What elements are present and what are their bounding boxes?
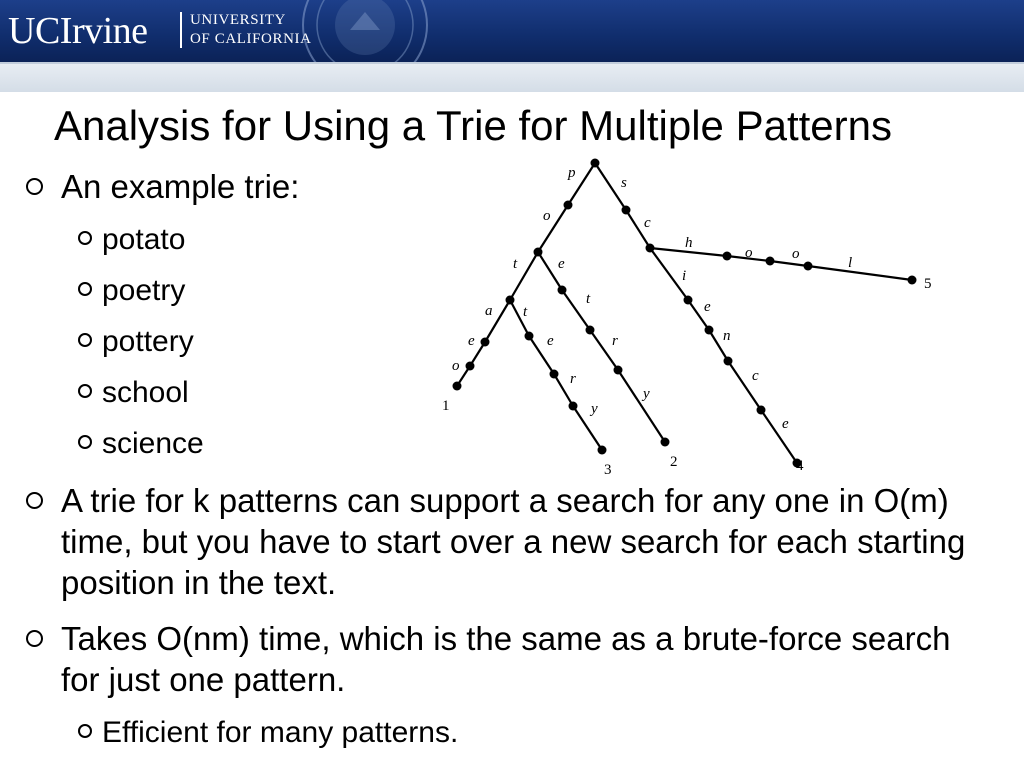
edge-label: s bbox=[621, 175, 627, 191]
edge-label: t bbox=[523, 304, 528, 320]
sub-bullet-efficient bbox=[78, 714, 458, 752]
edge bbox=[770, 261, 808, 266]
bullet-circle-icon bbox=[78, 384, 92, 398]
trie-node bbox=[569, 402, 578, 411]
edge-label: a bbox=[485, 303, 493, 319]
trie-node bbox=[591, 159, 600, 168]
trie-diagram bbox=[430, 150, 960, 480]
sub-bullet-school bbox=[78, 374, 189, 412]
leaf-label: 2 bbox=[670, 454, 678, 470]
edge-label: r bbox=[570, 371, 576, 387]
leaf-label: 4 bbox=[796, 458, 804, 474]
bullet-circle-icon bbox=[78, 724, 92, 738]
logo-separator bbox=[180, 12, 182, 48]
edge-label: t bbox=[586, 291, 591, 307]
trie-node bbox=[586, 326, 595, 335]
university-seal-icon bbox=[300, 0, 430, 62]
header-banner bbox=[0, 0, 1024, 62]
sub-bullet-text: science bbox=[102, 427, 204, 460]
trie-node bbox=[661, 438, 670, 447]
trie-node bbox=[614, 366, 623, 375]
university-of-california-wordmark bbox=[190, 11, 312, 49]
logo-line-1: UNIVERSITY bbox=[190, 12, 286, 28]
trie-node bbox=[908, 276, 917, 285]
slide-title: Analysis for Using a Trie for Multiple Patterns bbox=[54, 102, 892, 149]
sub-bullet-text: school bbox=[102, 376, 189, 409]
edge-label: o bbox=[792, 246, 800, 262]
trie-node bbox=[550, 370, 559, 379]
trie-node bbox=[466, 362, 475, 371]
bullet-text: An example trie: bbox=[61, 168, 300, 205]
sub-bullet-text: potato bbox=[102, 223, 186, 256]
edge-label: r bbox=[612, 333, 618, 349]
edge-label: e bbox=[704, 299, 711, 315]
logo-line-2: OF CALIFORNIA bbox=[190, 31, 312, 47]
edge-label: l bbox=[848, 255, 853, 271]
trie-node bbox=[724, 357, 733, 366]
bullet-circle-icon bbox=[78, 435, 92, 449]
edge-label: e bbox=[558, 256, 565, 272]
edge-label: e bbox=[782, 416, 789, 432]
edge-label: o bbox=[543, 208, 551, 224]
bullet-circle-icon bbox=[26, 492, 43, 509]
trie-node bbox=[453, 382, 462, 391]
bullet-circle-icon bbox=[78, 333, 92, 347]
edge bbox=[618, 370, 665, 442]
edge bbox=[761, 410, 797, 463]
trie-node bbox=[804, 262, 813, 271]
edge-label: c bbox=[644, 215, 651, 231]
trie-node bbox=[598, 446, 607, 455]
sub-bullet-text: Efficient for many patterns. bbox=[102, 716, 459, 749]
edge-label: h bbox=[685, 235, 693, 251]
ucirvine-logo: UCIrvine bbox=[8, 10, 148, 52]
bullet-trie-search bbox=[26, 480, 976, 603]
bullet-example-trie bbox=[26, 166, 299, 207]
bullet-onm-time bbox=[26, 618, 976, 700]
sub-bullet-science bbox=[78, 425, 204, 463]
bullet-circle-icon bbox=[78, 282, 92, 296]
edge-label: i bbox=[682, 268, 687, 284]
edge-label: e bbox=[468, 333, 475, 349]
edge-label: e bbox=[547, 333, 554, 349]
trie-node bbox=[525, 332, 534, 341]
leaf-label: 3 bbox=[604, 462, 612, 478]
edge-label: n bbox=[723, 328, 731, 344]
bullet-text: A trie for k patterns can support a search for any one in O(m) time, but you have to start over a new search for each starting position in the text. bbox=[61, 482, 966, 601]
edge-label: t bbox=[513, 256, 518, 272]
trie-node bbox=[684, 296, 693, 305]
bullet-circle-icon bbox=[26, 630, 43, 647]
trie-node bbox=[757, 406, 766, 415]
bullet-circle-icon bbox=[26, 178, 43, 195]
trie-node bbox=[534, 248, 543, 257]
trie-node bbox=[558, 286, 567, 295]
trie-node bbox=[622, 206, 631, 215]
sub-bullet-poetry bbox=[78, 272, 185, 310]
edge-label: p bbox=[568, 165, 576, 181]
edge-label: y bbox=[591, 401, 598, 417]
sub-bullet-text: poetry bbox=[102, 274, 186, 307]
sub-bullet-potato bbox=[78, 221, 185, 259]
trie-node bbox=[506, 296, 515, 305]
leaf-label: 1 bbox=[442, 398, 450, 414]
header-stripe bbox=[0, 62, 1024, 92]
trie-node bbox=[723, 252, 732, 261]
edge-label: o bbox=[745, 245, 753, 261]
trie-leaf-labels bbox=[442, 276, 932, 478]
sub-bullet-text: pottery bbox=[102, 325, 194, 358]
bullet-text: Takes O(nm) time, which is the same as a brute-force search for just one pattern. bbox=[61, 620, 951, 698]
trie-node bbox=[766, 257, 775, 266]
trie-node bbox=[564, 201, 573, 210]
bullet-circle-icon bbox=[78, 231, 92, 245]
trie-node bbox=[646, 244, 655, 253]
trie-node bbox=[481, 338, 490, 347]
edge-label: o bbox=[452, 358, 460, 374]
edge-label: c bbox=[752, 368, 759, 384]
edge bbox=[808, 266, 912, 280]
edge-label: y bbox=[643, 386, 650, 402]
sub-bullet-pottery bbox=[78, 323, 194, 361]
trie-node bbox=[705, 326, 714, 335]
leaf-label: 5 bbox=[924, 276, 932, 292]
